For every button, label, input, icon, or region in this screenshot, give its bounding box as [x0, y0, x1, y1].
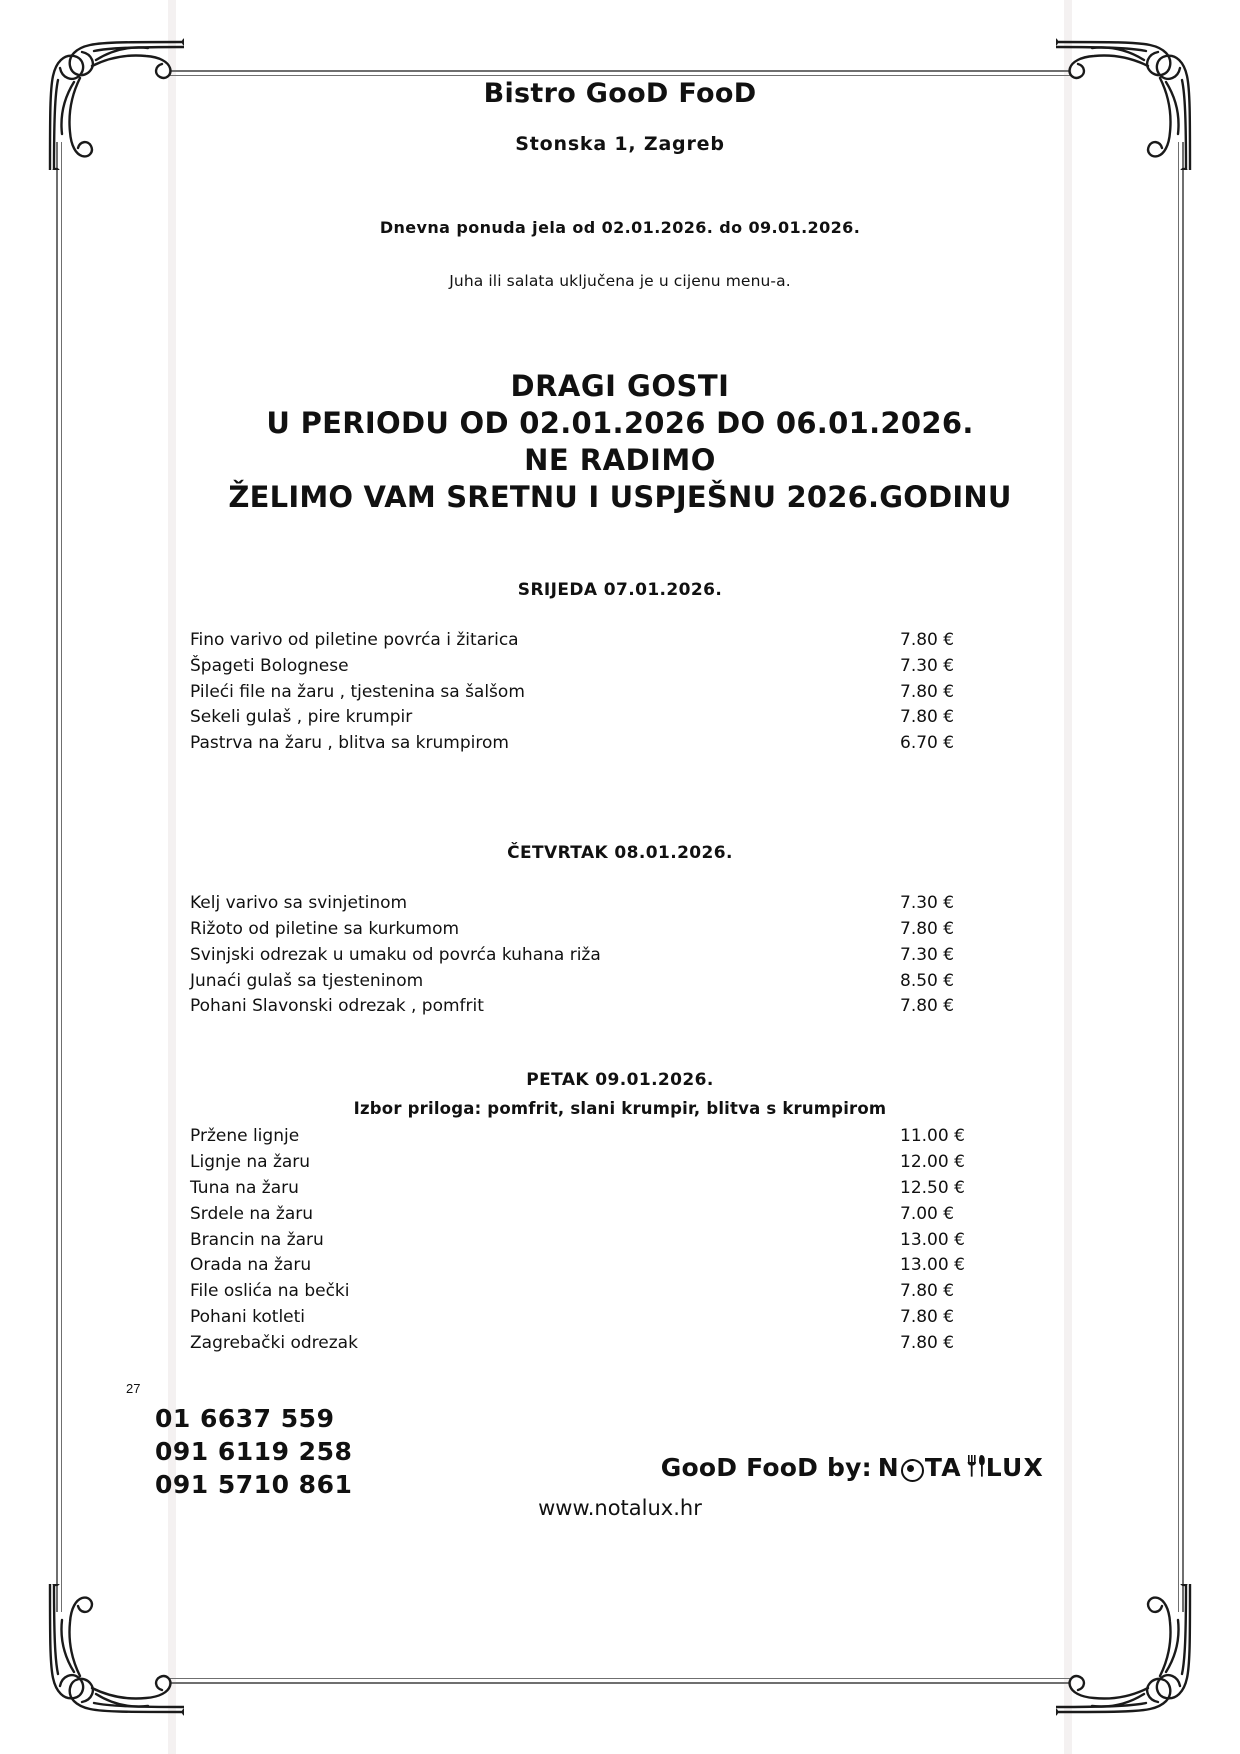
dish-list [190, 1124, 1050, 1356]
contact-phone-list [155, 1402, 352, 1501]
dish-price: 11.00 € [900, 1126, 965, 1147]
day-section-friday [190, 1070, 1050, 1356]
website-url[interactable]: www.notalux.hr [538, 1496, 702, 1520]
dish-price: 7.80 € [900, 1307, 955, 1328]
dish-list [190, 891, 1050, 1020]
announcement-line-4: ŽELIMO VAM SRETNU I USPJEŠNU 2026.GODINU [228, 480, 1012, 515]
announcement-line-2: U PERIODU OD 02.01.2026 DO 06.01.2026. [266, 406, 974, 441]
dish-name: Srdele na žaru [190, 1203, 314, 1224]
phone-number: 091 5710 861 [155, 1470, 353, 1499]
dish-name: Zagrebački odrezak [190, 1332, 358, 1353]
dish-price: 6.70 € [900, 733, 955, 754]
dish-price: 7.80 € [900, 1281, 955, 1302]
dish-price: 12.00 € [900, 1152, 965, 1173]
plate-icon [901, 1459, 924, 1482]
day-section-wednesday [190, 580, 1050, 757]
notalux-logo [661, 1452, 1044, 1482]
dish-row [190, 628, 1050, 654]
dish-row [190, 680, 1050, 706]
border-rule-right-inner [1178, 142, 1179, 1612]
daily-menu-sections [190, 580, 1050, 1357]
header [0, 78, 1240, 155]
dish-name: Tuna na žaru [190, 1177, 299, 1198]
dish-row [190, 994, 1050, 1020]
day-title: ČETVRTAK 08.01.2026. [507, 843, 733, 864]
dish-price: 7.80 € [900, 630, 955, 650]
dish-price: 8.50 € [900, 970, 955, 991]
dish-name: Sekeli gulaš , pire krumpir [190, 707, 413, 728]
dish-price: 7.30 € [900, 944, 955, 965]
dish-row [190, 705, 1050, 731]
dish-name: Svinjski odrezak u umaku od povrća kuhana riža [190, 944, 601, 965]
dish-name: Kelj varivo sa svinjetinom [190, 893, 408, 914]
phone-number: 01 6637 559 [155, 1404, 335, 1433]
offer-period-text: Dnevna ponuda jela od 02.01.2026. do 09.01.2026. [379, 218, 861, 237]
logo-brand-part-a: N [877, 1452, 900, 1482]
included-note-text: Juha ili salata uključena je u cijenu menu-a. [449, 272, 791, 290]
dish-row [190, 969, 1050, 995]
border-rule-bottom-outer [170, 1682, 1070, 1684]
section-gap [190, 1020, 1050, 1070]
dish-name: Junaći gulaš sa tjesteninom [190, 970, 424, 991]
dish-name: Lignje na žaru [190, 1152, 311, 1173]
border-rule-top-inner [170, 75, 1070, 76]
corner-flourish-bottom-left-icon [34, 1584, 184, 1734]
dish-row [190, 1124, 1050, 1150]
dish-price: 12.50 € [900, 1177, 965, 1198]
logo-brand-part-c: LUX [985, 1452, 1044, 1482]
dish-row [190, 1279, 1050, 1305]
dish-price: 7.80 € [900, 918, 955, 939]
side-dish-note: Izbor priloga: pomfrit, slani krumpir, blitva s krumpirom [353, 1099, 887, 1119]
border-rule-bottom-inner [170, 1678, 1070, 1679]
border-rule-left-inner [61, 142, 62, 1612]
day-section-thursday [190, 843, 1050, 1020]
dish-row [190, 1150, 1050, 1176]
dish-price: 7.30 € [900, 893, 955, 914]
dish-row [190, 1228, 1050, 1254]
dish-price: 13.00 € [900, 1255, 965, 1276]
dish-price: 7.80 € [900, 996, 955, 1017]
phone-number: 091 6119 258 [155, 1437, 353, 1466]
dish-price: 7.00 € [900, 1203, 955, 1224]
restaurant-address: Stonska 1, Zagreb [515, 133, 725, 155]
announcement-line-1: DRAGI GOSTI [510, 369, 730, 403]
dish-name: File oslića na bečki [190, 1281, 350, 1302]
dish-name: Fino varivo od piletine povrća i žitarica [190, 630, 519, 650]
border-rule-top-outer [170, 70, 1070, 72]
restaurant-name: Bistro GooD FooD [483, 78, 757, 109]
dish-name: Rižoto od piletine sa kurkumom [190, 918, 460, 939]
dish-row [190, 731, 1050, 757]
border-rule-left-outer [56, 142, 58, 1612]
dish-row [190, 891, 1050, 917]
day-title: PETAK 09.01.2026. [526, 1070, 714, 1091]
section-gap [190, 757, 1050, 843]
intro-block [0, 218, 1240, 290]
dish-name: Brancin na žaru [190, 1229, 324, 1250]
dish-name: Pastrva na žaru , blitva sa krumpirom [190, 733, 509, 754]
dish-name: Pohani kotleti [190, 1307, 306, 1328]
dish-row [190, 917, 1050, 943]
dish-name: Pileći file na žaru , tjestenina sa šalšom [190, 681, 525, 702]
dish-row [190, 1202, 1050, 1228]
dish-price: 7.80 € [900, 707, 955, 728]
corner-flourish-bottom-right-icon [1056, 1584, 1206, 1734]
dish-name: Pržene lignje [190, 1126, 300, 1147]
logo-brand-part-b: TA [924, 1452, 962, 1482]
holiday-announcement [0, 368, 1240, 516]
cutlery-icon [966, 1454, 986, 1484]
dish-row [190, 1305, 1050, 1331]
dish-row [190, 1331, 1050, 1357]
dish-name: Orada na žaru [190, 1255, 312, 1276]
dish-name: Špageti Bolognese [190, 655, 349, 676]
dish-list [190, 628, 1050, 757]
logo-prefix-text: GooD FooD by: [660, 1452, 872, 1482]
dish-price: 7.30 € [900, 655, 955, 676]
dish-price: 7.80 € [900, 681, 955, 702]
dish-row [190, 654, 1050, 680]
dish-name: Pohani Slavonski odrezak , pomfrit [190, 996, 484, 1017]
day-title: SRIJEDA 07.01.2026. [517, 580, 723, 600]
dish-price: 7.80 € [900, 1332, 955, 1353]
border-rule-right-outer [1182, 142, 1184, 1612]
page-number: 27 [126, 1381, 141, 1396]
dish-row [190, 1253, 1050, 1279]
dish-row [190, 1176, 1050, 1202]
dish-row [190, 943, 1050, 969]
announcement-line-3: NE RADIMO [524, 443, 716, 478]
dish-price: 13.00 € [900, 1229, 965, 1250]
